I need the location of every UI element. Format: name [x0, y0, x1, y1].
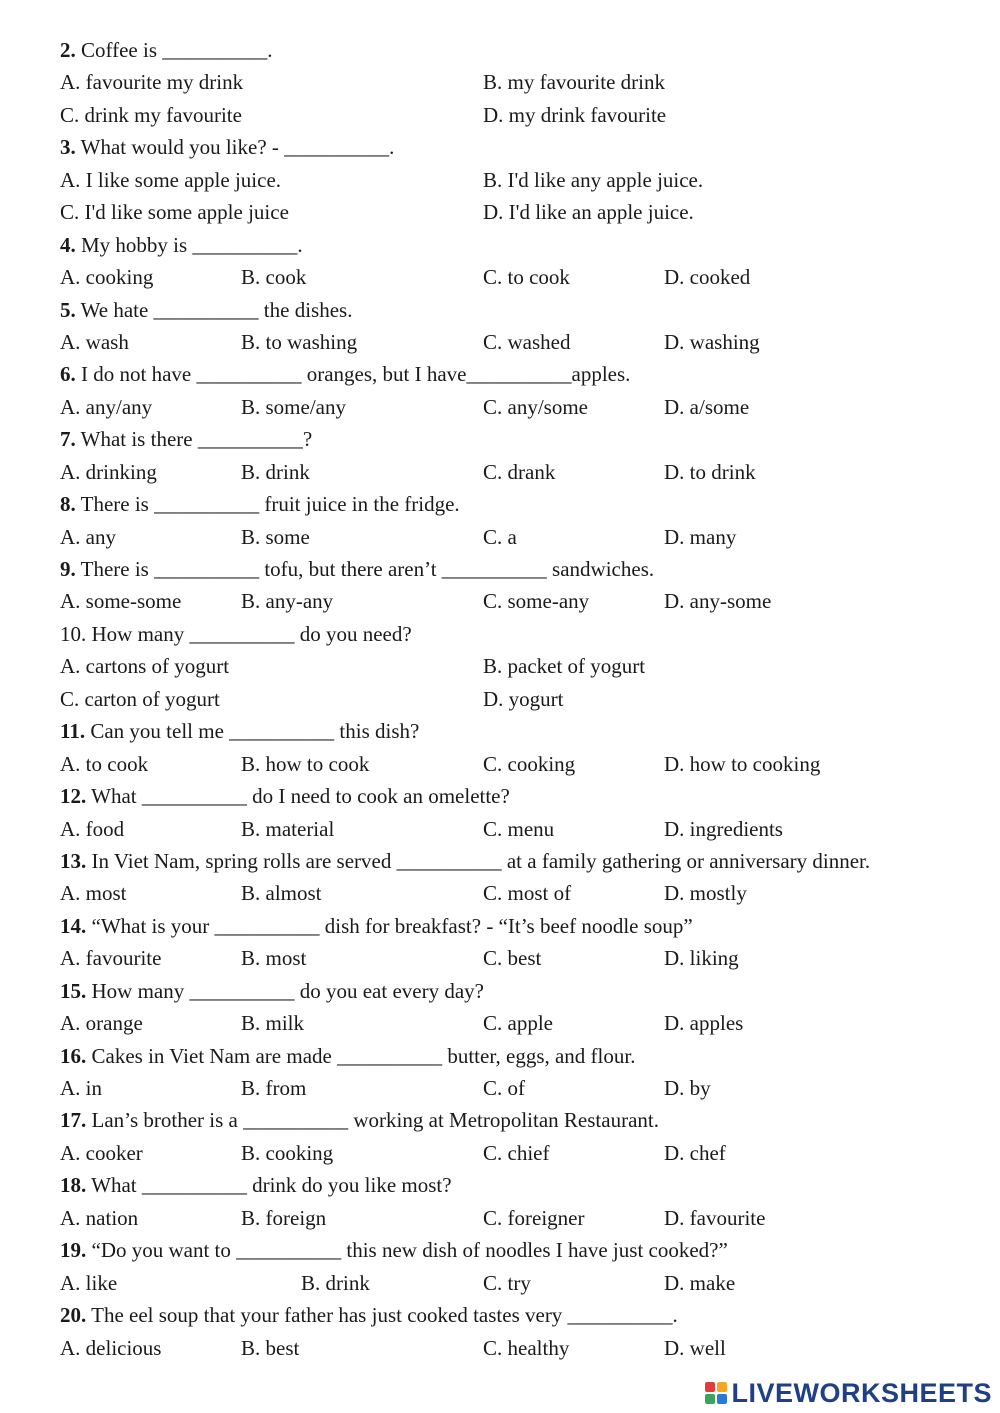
answer-option[interactable]: D. favourite: [664, 1205, 766, 1230]
logo-tile: [717, 1382, 727, 1392]
answer-option[interactable]: C. foreigner: [483, 1205, 585, 1230]
question-stem: [60, 553, 980, 585]
answer-option[interactable]: B. to washing: [241, 329, 358, 354]
answer-option[interactable]: B. material: [241, 816, 335, 841]
answer-option[interactable]: A. in: [60, 1076, 102, 1100]
answer-option[interactable]: D. cooked: [664, 265, 751, 290]
answer-option[interactable]: A. food: [60, 816, 125, 841]
answer-option[interactable]: C. to cook: [483, 265, 570, 290]
options-row: [60, 1332, 980, 1364]
answer-option[interactable]: D. my drink favourite: [483, 102, 667, 127]
options-row: [60, 261, 980, 293]
answer-option[interactable]: A. any: [60, 524, 116, 549]
answer-option[interactable]: A. any/any: [60, 394, 153, 419]
answer-option[interactable]: C. washed: [483, 329, 571, 354]
answer-option[interactable]: A. cooking: [60, 265, 154, 290]
answer-option[interactable]: D. any-some: [664, 589, 772, 614]
question-stem: [60, 131, 980, 163]
answer-option[interactable]: B. drink: [301, 1270, 370, 1295]
options-row: [60, 196, 980, 228]
question-stem: [60, 229, 980, 261]
options-row: [60, 66, 980, 98]
answer-option[interactable]: A. orange: [60, 1011, 143, 1036]
question-number: 5.: [60, 297, 76, 322]
options-row: [60, 1202, 980, 1234]
answer-option[interactable]: A. cartons of yogurt: [60, 654, 230, 679]
answer-option[interactable]: C. some-any: [483, 589, 590, 614]
answer-option[interactable]: B. how to cook: [241, 751, 370, 776]
options-row: [60, 813, 980, 845]
answer-option[interactable]: B. my favourite drink: [483, 70, 665, 95]
question-stem: [60, 294, 980, 326]
answer-option[interactable]: D. make: [664, 1270, 736, 1295]
question-number: 6.: [60, 362, 76, 387]
answer-option[interactable]: A. nation: [60, 1205, 139, 1230]
answer-option[interactable]: C. menu: [483, 816, 555, 841]
question-text: 10. How many __________ do you need?: [60, 621, 412, 646]
question-number: 8.: [60, 492, 76, 517]
question-number: 16.: [60, 1043, 87, 1068]
answer-option[interactable]: A. some-some: [60, 589, 182, 614]
question-text: My hobby is __________.: [75, 232, 303, 257]
worksheet: [60, 34, 980, 1364]
question-stem: [60, 358, 980, 390]
question-number: 12.: [60, 784, 87, 809]
answer-option[interactable]: D. well: [664, 1335, 726, 1360]
answer-option[interactable]: B. drink: [241, 459, 310, 484]
question-number: 14.: [60, 913, 87, 938]
liveworksheets-logo[interactable]: [705, 1379, 992, 1407]
question-stem: [60, 1234, 980, 1266]
answer-option[interactable]: D. mostly: [664, 881, 747, 906]
question-stem: [60, 910, 980, 942]
question-stem: [60, 488, 980, 520]
answer-option[interactable]: B. some: [241, 524, 310, 549]
question-text: There is __________ tofu, but there aren’t __________ sandwiches.: [75, 557, 655, 581]
question-text: What __________ do I need to cook an omelette?: [86, 784, 510, 809]
question-text: In Viet Nam, spring rolls are served __________ at a family gathering or anniversary dinner.: [86, 848, 871, 873]
question-number: 2.: [60, 38, 76, 62]
logo-tile: [717, 1394, 727, 1404]
options-row: [60, 650, 980, 682]
question-stem: [60, 1040, 980, 1072]
options-row: [60, 391, 980, 423]
answer-option[interactable]: A. wash: [60, 329, 129, 354]
answer-option[interactable]: B. almost: [241, 881, 322, 906]
question-text: How many __________ do you eat every day?: [86, 978, 484, 1003]
answer-option[interactable]: A. cooker: [60, 1140, 143, 1165]
logo-tile: [705, 1382, 715, 1392]
options-row: [60, 585, 980, 617]
answer-option[interactable]: B. I'd like any apple juice.: [483, 167, 704, 192]
question-number: 15.: [60, 978, 87, 1003]
options-row: [60, 877, 980, 909]
answer-option[interactable]: D. chef: [664, 1140, 726, 1165]
question-number: 19.: [60, 1238, 87, 1263]
question-stem: [60, 845, 980, 877]
question-text: What __________ drink do you like most?: [86, 1173, 452, 1198]
answer-option[interactable]: B. milk: [241, 1011, 305, 1036]
answer-option[interactable]: B. cooking: [241, 1140, 334, 1165]
question-number: 13.: [60, 848, 87, 873]
options-row: [60, 1007, 980, 1039]
answer-option[interactable]: A. favourite: [60, 946, 162, 971]
options-row: [60, 164, 980, 196]
answer-option[interactable]: C. chief: [483, 1140, 550, 1165]
answer-option[interactable]: C. cooking: [483, 751, 576, 776]
answer-option[interactable]: A. to cook: [60, 751, 149, 776]
answer-option[interactable]: D. I'd like an apple juice.: [483, 200, 694, 225]
answer-option[interactable]: D. a/some: [664, 394, 750, 419]
logo-tile: [705, 1394, 715, 1404]
answer-option[interactable]: D. washing: [664, 329, 760, 354]
question-number: 7.: [60, 427, 76, 452]
answer-option[interactable]: D. to drink: [664, 459, 756, 484]
question-number: 3.: [60, 135, 76, 160]
question-text: Cakes in Viet Nam are made __________ butter, eggs, and flour.: [86, 1043, 636, 1068]
question-stem: [60, 780, 980, 812]
answer-option[interactable]: B. from: [241, 1076, 307, 1100]
answer-option[interactable]: C. of: [483, 1076, 525, 1100]
options-row: [60, 326, 980, 358]
question-stem: [60, 715, 980, 747]
question-text: Coffee is __________.: [75, 38, 273, 62]
answer-option[interactable]: A. I like some apple juice.: [60, 167, 282, 192]
answer-option[interactable]: C. any/some: [483, 394, 588, 419]
answer-option[interactable]: D. apples: [664, 1011, 744, 1036]
answer-option[interactable]: A. delicious: [60, 1335, 162, 1360]
answer-option[interactable]: C. drank: [483, 459, 556, 484]
question-stem: [60, 34, 980, 66]
options-row: [60, 1267, 980, 1299]
question-text: Lan’s brother is a __________ working at Metropolitan Restaurant.: [86, 1108, 659, 1133]
question-text: I do not have __________ oranges, but I have__________apples.: [75, 362, 631, 387]
answer-option[interactable]: C. try: [483, 1270, 531, 1295]
question-text: What is there __________?: [75, 427, 313, 452]
options-row: [60, 99, 980, 131]
options-row: [60, 1072, 980, 1104]
answer-option[interactable]: B. some/any: [241, 394, 346, 419]
question-stem: [60, 1169, 980, 1201]
question-stem: [60, 423, 980, 455]
answer-option[interactable]: C. a: [483, 524, 517, 549]
answer-option[interactable]: A. drinking: [60, 459, 157, 484]
answer-option[interactable]: A. most: [60, 881, 127, 906]
answer-option[interactable]: C. healthy: [483, 1335, 570, 1360]
options-row: [60, 521, 980, 553]
question-text: There is __________ fruit juice in the fridge.: [75, 492, 460, 517]
answer-option[interactable]: B. best: [241, 1335, 300, 1360]
brand-text: LIVEWORKSHEETS: [731, 1377, 992, 1408]
question-text: What would you like? - __________.: [75, 135, 395, 160]
answer-option[interactable]: C. apple: [483, 1011, 553, 1036]
answer-option[interactable]: B. foreign: [241, 1205, 327, 1230]
answer-option[interactable]: D. yogurt: [483, 686, 564, 711]
question-text: We hate __________ the dishes.: [75, 297, 353, 322]
options-row: [60, 942, 980, 974]
answer-option[interactable]: D. ingredients: [664, 816, 783, 841]
answer-option[interactable]: D. liking: [664, 946, 739, 971]
answer-option[interactable]: D. many: [664, 524, 737, 549]
answer-option[interactable]: B. any-any: [241, 589, 334, 614]
answer-option[interactable]: A. like: [60, 1270, 118, 1295]
question-text: “Do you want to __________ this new dish of noodles I have just cooked?”: [86, 1238, 728, 1263]
question-number: 17.: [60, 1108, 87, 1133]
answer-option[interactable]: B. most: [241, 946, 307, 971]
answer-option[interactable]: D. how to cooking: [664, 751, 821, 776]
question-stem: [60, 618, 980, 650]
question-text: Can you tell me __________ this dish?: [85, 719, 420, 744]
answer-option[interactable]: D. by: [664, 1076, 711, 1100]
question-stem: [60, 1299, 980, 1331]
options-row: [60, 1137, 980, 1169]
answer-option[interactable]: C. most of: [483, 881, 572, 906]
answer-option[interactable]: A. favourite my drink: [60, 70, 244, 95]
options-row: [60, 683, 980, 715]
question-text: The eel soup that your father has just cooked tastes very __________.: [86, 1303, 678, 1328]
question-number: 9.: [60, 557, 76, 581]
question-stem: [60, 975, 980, 1007]
question-number: 4.: [60, 232, 76, 257]
answer-option[interactable]: C. drink my favourite: [60, 102, 242, 127]
answer-option[interactable]: C. best: [483, 946, 542, 971]
answer-option[interactable]: B. packet of yogurt: [483, 654, 646, 679]
question-number: 18.: [60, 1173, 87, 1198]
question-number: 11.: [60, 719, 86, 744]
answer-option[interactable]: C. carton of yogurt: [60, 686, 220, 711]
brand-mark-icon: [705, 1382, 727, 1404]
question-text: “What is your __________ dish for breakfast? - “It’s beef noodle soup”: [86, 913, 693, 938]
question-stem: [60, 1104, 980, 1136]
question-number: 20.: [60, 1303, 87, 1328]
options-row: [60, 456, 980, 488]
answer-option[interactable]: B. cook: [241, 265, 307, 290]
answer-option[interactable]: C. I'd like some apple juice: [60, 200, 289, 225]
options-row: [60, 748, 980, 780]
